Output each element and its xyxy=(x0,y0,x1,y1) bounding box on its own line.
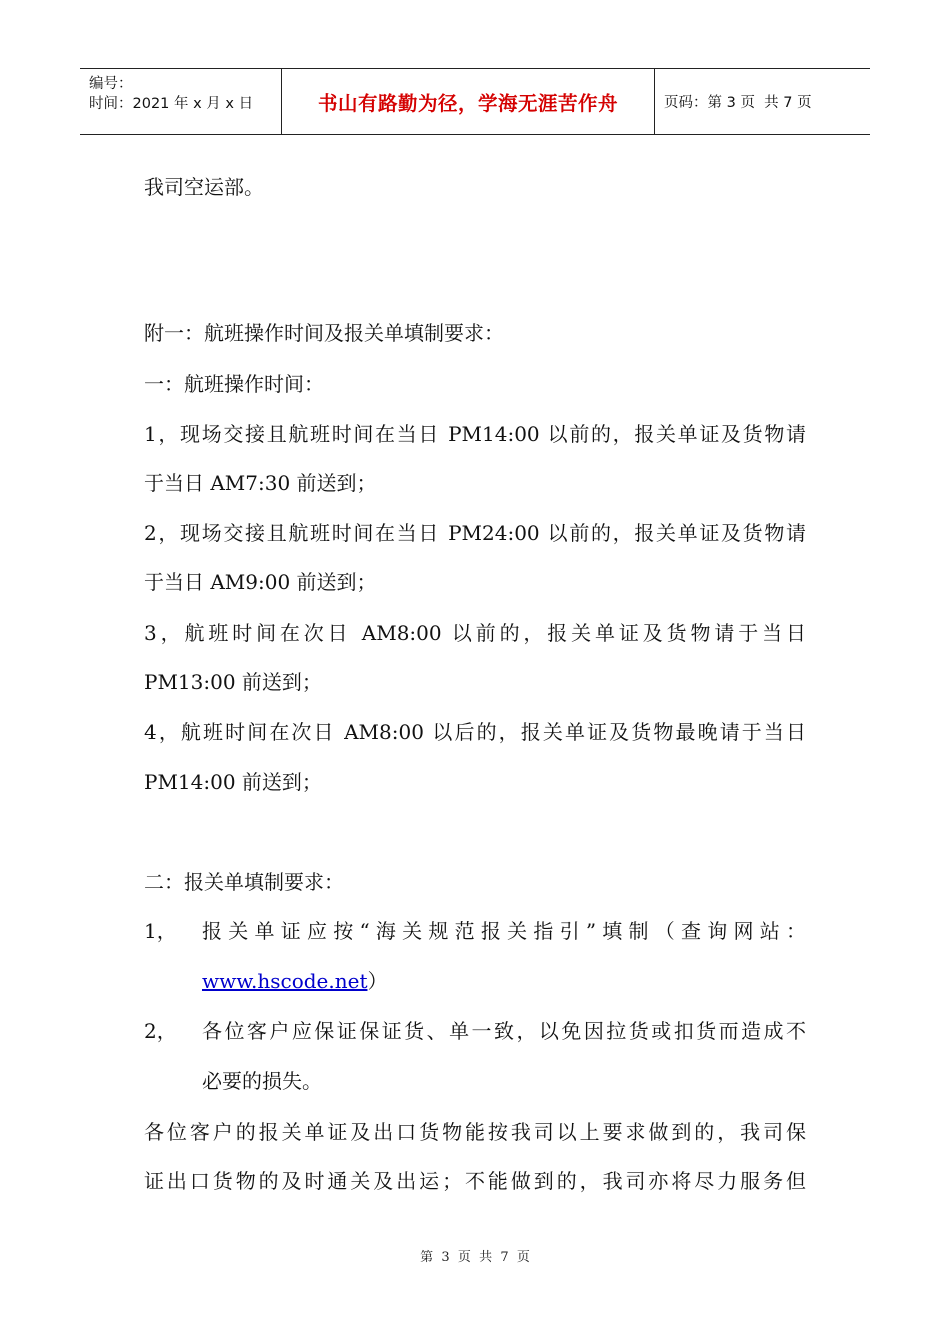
paragraph-line: 各位客户的报关单证及出口货物能按我司以上要求做到的，我司保 xyxy=(144,1120,806,1144)
header-meta xyxy=(80,69,282,134)
page-header xyxy=(80,68,870,135)
motto: 书山有路勤为径，学海无涯苦作舟 xyxy=(317,91,618,115)
section-title: 二：报关单填制要求： xyxy=(144,870,344,894)
page-footer: 第 3 页 共 7 页 xyxy=(420,1250,530,1265)
page-label: 页码：第 3 页 共 7 页 xyxy=(664,95,812,111)
paragraph-line: PM13:00 前送到； xyxy=(144,670,322,694)
link-tail: ） xyxy=(367,969,388,993)
date-label: 时间：2021 年 x 月 x 日 xyxy=(89,96,254,112)
list-number: 2， xyxy=(144,1019,177,1043)
paragraph-line: 2，现场交接且航班时间在当日 PM24:00 以前的，报关单证及货物请 xyxy=(144,521,806,545)
paragraph-line: 1，现场交接且航班时间在当日 PM14:00 以前的，报关单证及货物请 xyxy=(144,422,806,446)
paragraph-line: 3，航班时间在次日 AM8:00 以前的，报关单证及货物请于当日 xyxy=(144,621,806,645)
paragraph-line: PM14:00 前送到； xyxy=(144,770,322,794)
list-item-text xyxy=(202,968,387,994)
paragraph-line: 于当日 AM9:00 前送到； xyxy=(144,570,377,594)
header-page-cell xyxy=(655,69,870,134)
list-item-text: 各位客户应保证保证货、单一致，以免因拉货或扣货而造成不 xyxy=(202,1019,806,1043)
website-link[interactable]: www.hscode.net xyxy=(202,969,368,993)
paragraph-line: 4，航班时间在次日 AM8:00 以后的，报关单证及货物最晚请于当日 xyxy=(144,720,806,744)
appendix-title: 附一：航班操作时间及报关单填制要求： xyxy=(144,321,504,345)
list-item-text: 报关单证应按“海关规范报关指引”填制（查询网站： xyxy=(202,919,806,943)
section-title: 一：航班操作时间： xyxy=(144,372,324,396)
paragraph-line: 于当日 AM7:30 前送到； xyxy=(144,471,377,495)
list-number: 1， xyxy=(144,919,177,943)
paragraph-line: 我司空运部。 xyxy=(144,175,264,199)
paragraph-line: 证出口货物的及时通关及出运；不能做到的，我司亦将尽力服务但 xyxy=(144,1169,806,1193)
header-motto-cell xyxy=(282,69,655,134)
list-item-text: 必要的损失。 xyxy=(202,1069,322,1093)
code-label: 编号： xyxy=(89,76,133,92)
